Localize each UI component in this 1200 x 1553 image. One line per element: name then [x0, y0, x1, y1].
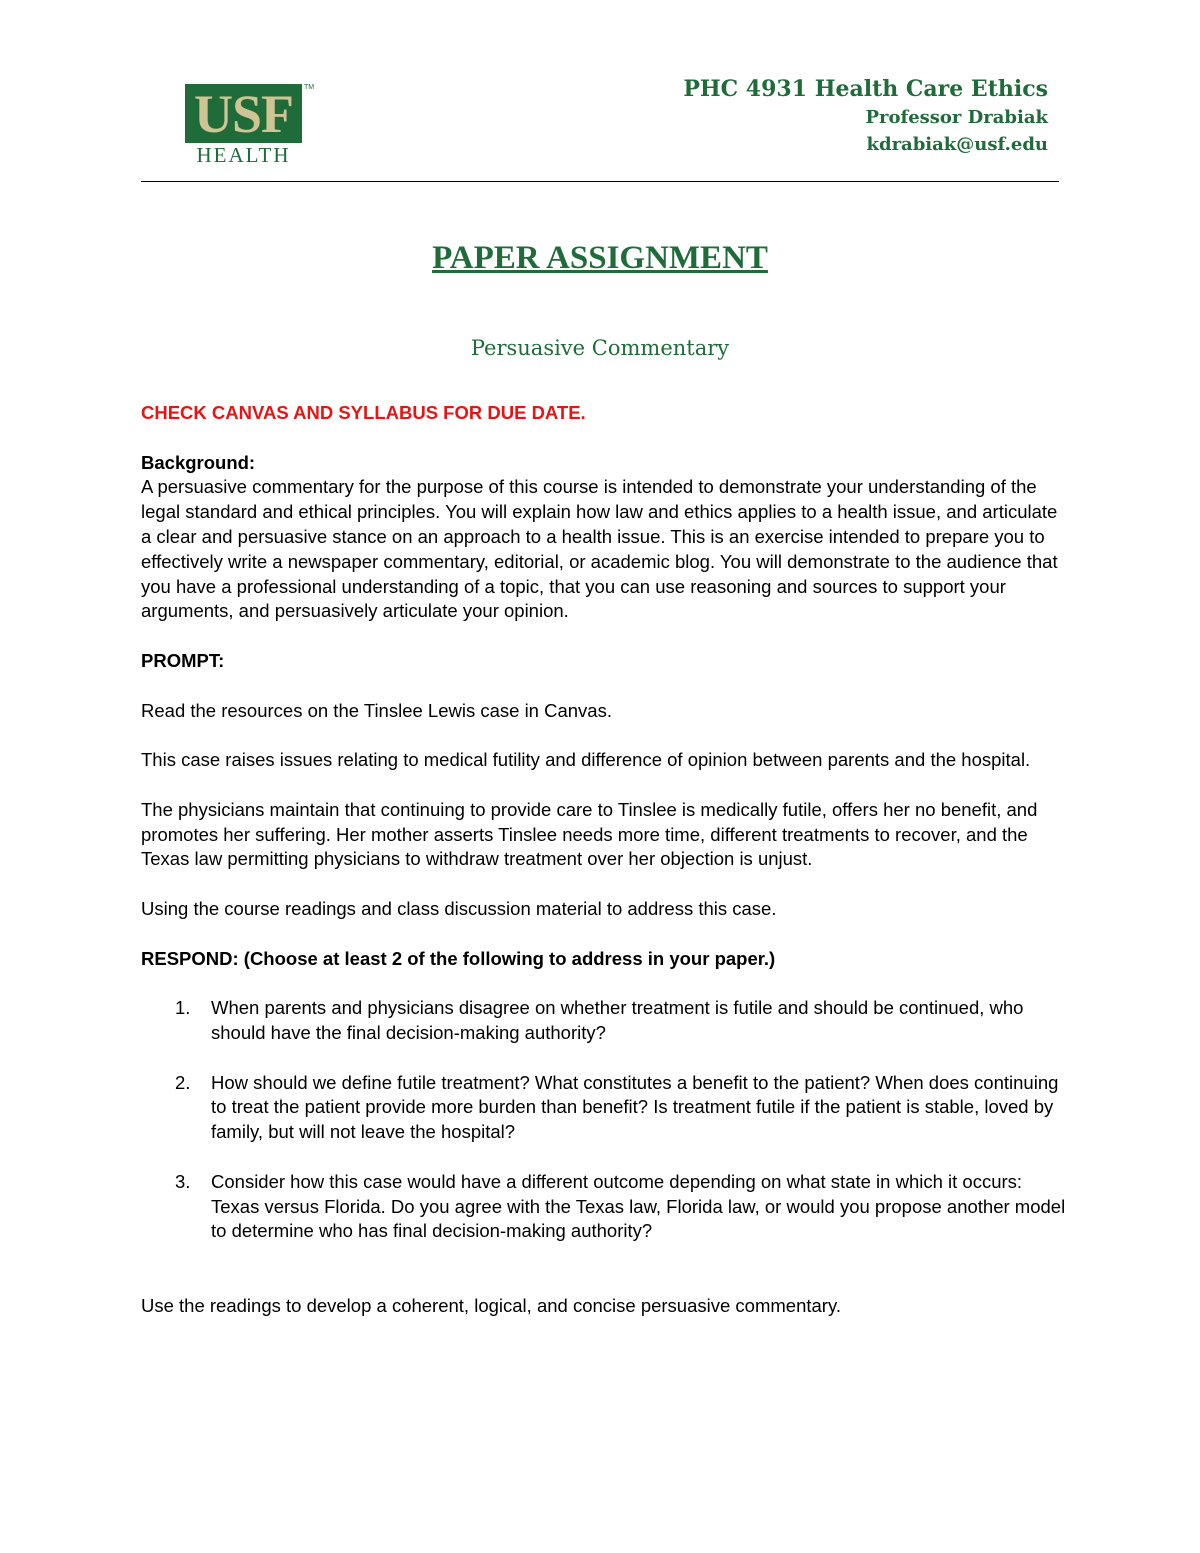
page-title: PAPER ASSIGNMENT: [432, 240, 768, 276]
respond-list: [141, 996, 1066, 1244]
logo-trademark: TM: [304, 84, 315, 91]
list-item-text: When parents and physicians disagree on whether treatment is futile and should be continued, who should have the final decision-making authority?: [211, 997, 1024, 1043]
list-item: [141, 1170, 1066, 1244]
list-item-number: 2.: [175, 1071, 191, 1093]
assignment-body: [141, 401, 1066, 1343]
list-item: [141, 1071, 1066, 1145]
list-item-number: 1.: [175, 997, 191, 1019]
page-subtitle: Persuasive Commentary: [470, 336, 730, 360]
professor-email: kdrabiak@usf.edu: [866, 134, 1048, 155]
prompt-paragraph: This case raises issues relating to medical futility and difference of opinion between parents and the hospital.: [141, 749, 1031, 771]
logo-usf-text: USF: [193, 84, 293, 144]
usf-health-logo: [185, 84, 315, 166]
header-divider: [141, 181, 1059, 182]
course-header: [683, 74, 1048, 158]
closing-paragraph: Use the readings to develop a coherent, logical, and concise persuasive commentary.: [141, 1294, 841, 1316]
professor-name: Professor Drabiak: [865, 107, 1048, 128]
logo-health-text: HEALTH: [196, 143, 291, 167]
background-section: [141, 451, 1066, 625]
due-date-notice: CHECK CANVAS AND SYLLABUS FOR DUE DATE.: [141, 402, 586, 423]
list-item-text: Consider how this case would have a different outcome depending on what state in which it occurs: Texas versus Florida. Do you agree with the Texas law, Florida law, or would you propose another model to determine who has final decision-making authority?: [211, 1170, 1066, 1242]
prompt-heading: PROMPT:: [141, 649, 225, 671]
list-item-text: How should we define futile treatment? What constitutes a benefit to the patient? When does continuing to treat the patient provide more burden than benefit? Is treatment futile if the patient is stable, loved by family, but will not leave the hospital?: [211, 1071, 1059, 1143]
course-title: PHC 4931 Health Care Ethics: [683, 76, 1048, 102]
respond-heading: RESPOND: (Choose at least 2 of the following to address in your paper.): [141, 947, 776, 969]
background-heading: Background:: [141, 451, 256, 473]
list-item-number: 3.: [175, 1170, 191, 1192]
prompt-paragraph: Read the resources on the Tinslee Lewis case in Canvas.: [141, 699, 612, 721]
prompt-paragraph: Using the course readings and class discussion material to address this case.: [141, 897, 777, 919]
background-text: A persuasive commentary for the purpose of this course is intended to demonstrate your understanding of the legal standard and ethical principles. You will explain how law and ethics applies to a health issue, and articulate a clear and persuasive stance on an approach to a health issue. This is an exercise intended to prepare you to effectively write a newspaper commentary, editorial, or academic blog. You will demonstrate to the audience that you have a professional understanding of a topic, that you can use reasoning and sources to support your arguments, and persuasively articulate your opinion.: [141, 476, 1058, 622]
prompt-paragraph: The physicians maintain that continuing to provide care to Tinslee is medically futile, offers her no benefit, and promotes her suffering. Her mother asserts Tinslee needs more time, different treatments to recover, and the Texas law permitting physicians to withdraw treatment over her objection is unjust.: [141, 798, 1038, 870]
list-item: [141, 996, 1066, 1046]
spacer: [141, 1269, 1066, 1294]
